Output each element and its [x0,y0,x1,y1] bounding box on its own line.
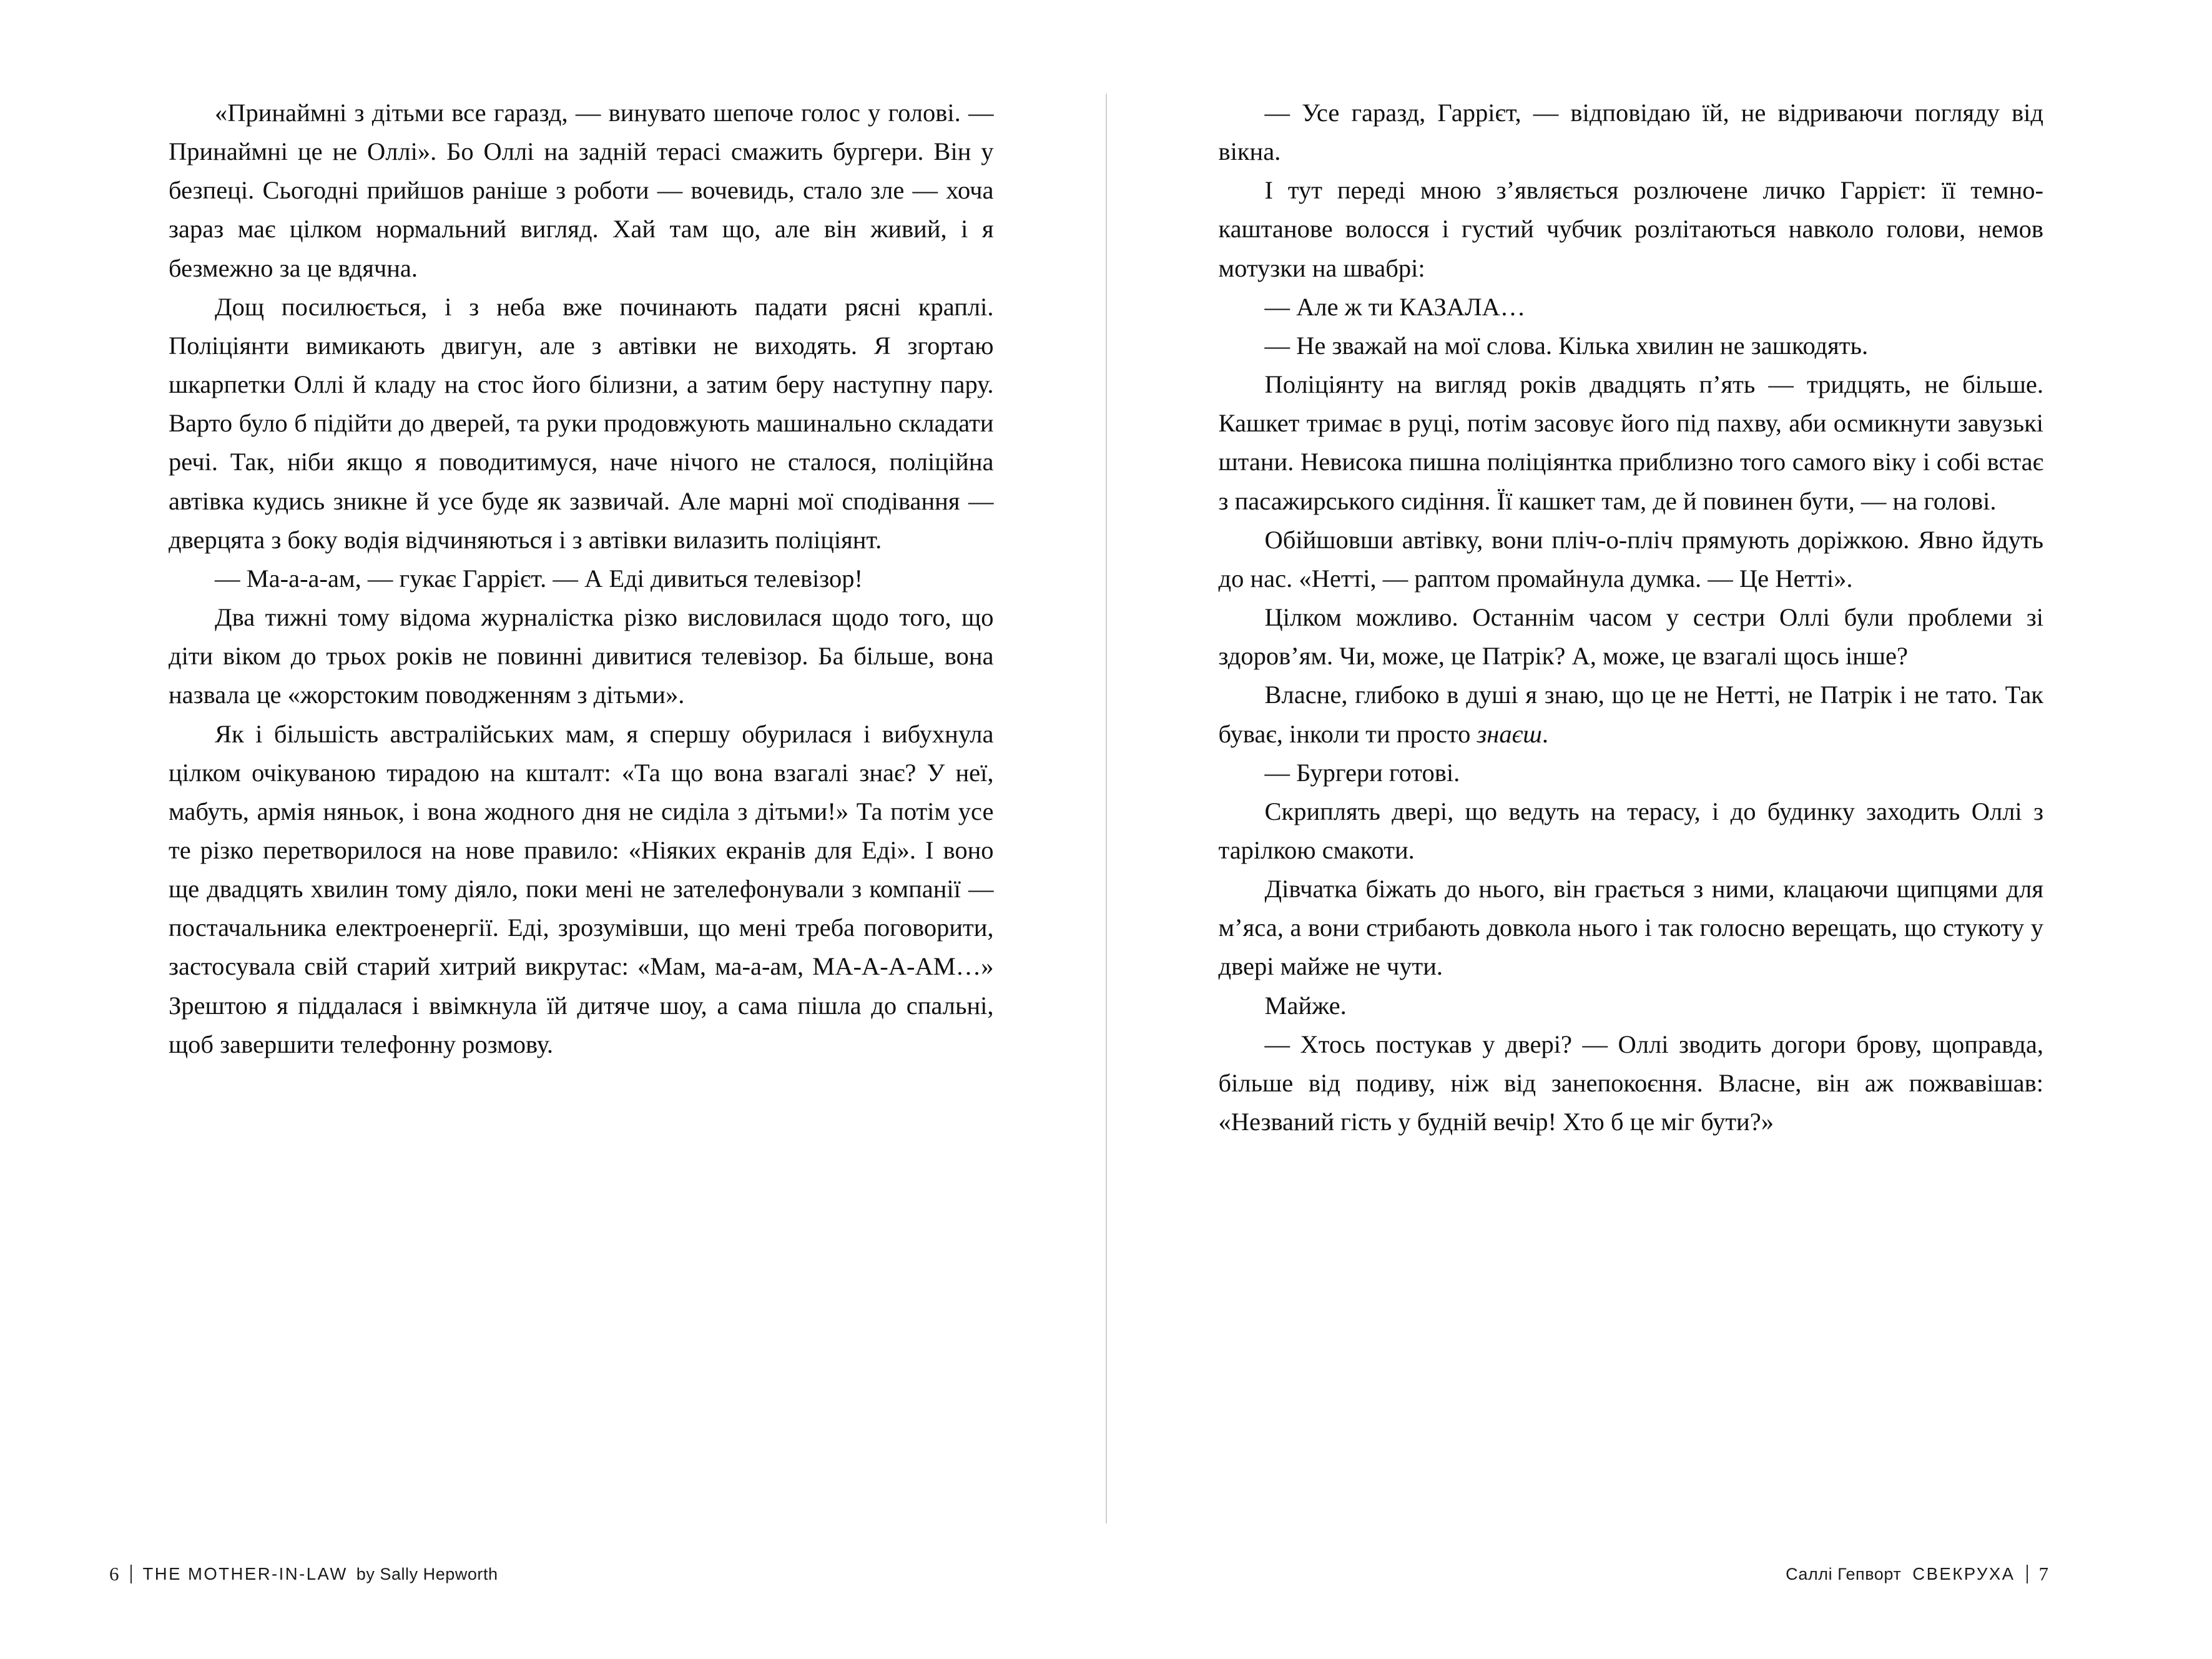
running-head-title: THE MOTHER-IN-LAW [142,1564,348,1583]
paragraph: — Не зважай на мої слова. Кілька хвилин не зашкодять. [1264,331,1869,360]
paragraph: Цілком можливо. Останнім часом у сестри Оллі були проблеми зі здоров’ям. Чи, може, це Патрік? А, може, це взагалі щось інше? [1218,603,2043,671]
paragraph: Два тижні тому відома журналістка різко висловилася щодо того, що діти віком до трьох років не повинні дивитися телевізор. Ба більше, вона назвала це «жорстоким поводженням з дітьми». [169,603,994,709]
footer-separator [130,1565,132,1583]
paragraph: — Усе гаразд, Гаррієт, — відповідаю їй, не відриваючи погляду від вікна. [1218,99,2043,166]
paragraph: Обійшовши автівку, вони пліч-о-пліч прямують доріжкою. Явно йдуть до нас. «Нетті, — раптом промайнула думка. — Це Нетті». [1218,525,2043,593]
paragraph: — Але ж ти КАЗАЛА… [1264,292,1526,321]
running-head-byline: by Sally Hepworth [356,1564,498,1583]
right-page-textblock [1219,94,2044,1141]
paragraph: — Бургери готові. [1264,758,1460,787]
paragraph-text: Власне, глибоко в душі я знаю, що це не Нетті, не Патрік і не тато. Так буває, інколи ти просто знаєш. [1218,681,2043,748]
running-head-title: СВЕКРУХА [1912,1564,2015,1583]
paragraph: Як і більшість австралійських мам, я спершу обурилася і вибухнула цілком очікуваною тирадою на кшталт: «Та що вона взагалі знає? У неї, мабуть, армія няньок, і вона жодного дня не сиділа з дітьми!» Та потім усе те різко перетворилося на нове правило: «Ніяких екранів для Еді». І воно ще двадцять хвилин тому діяло, поки мені не зателефонували з компанії — постачальника електроенергії. Еді, зрозумівши, що мені треба поговорити, застосувала свій старий хитрий викрутас: «Мам, ма-а-ам, МА-А-А-АМ…» Зрештою я піддалася і ввімкнула їй дитяче шоу, а сама пішла до спальні, щоб завершити телефонну розмову. [169,719,994,1058]
running-head-author: Саллі Гепворт [1786,1564,1902,1583]
paragraph: Поліціянту на вигляд років двадцять п’ять — тридцять, не більше. Кашкет тримає в руці, потім засовує його під пахву, аби осмикнути завузькі штани. Невисока пишна поліціянтка приблизно того самого віку і собі встає з пасажирського сидіння. Її кашкет там, де й повинен бути, — на голові. [1218,370,2043,515]
right-page [1106,0,2212,1659]
left-page-textblock [169,94,994,1064]
paragraph: Майже. [1264,991,1347,1020]
paragraph: «Принаймні з дітьми все гаразд, — винувато шепоче голос у голові. — Принаймні це не Оллі». Бо Оллі на задній терасі смажить бургери. Він у безпеці. Сьогодні прийшов раніше з роботи — вочевидь, стало зле — хоча зараз має цілком нормальний вигляд. Хай там що, але він живий, і я безмежно за це вдячна. [169,99,994,282]
paragraph: Дощ посилюється, і з неба вже починають падати рясні краплі. Поліціянти вимикають двигун, але з автівки не виходять. Я згортаю шкарпетки Оллі й кладу на стос його білизни, а затим беру наступну пару. Варто було б підійти до дверей, та руки продовжують машинально складати речі. Так, ніби якщо я поводитимуся, наче нічого не сталося, поліційна автівка кудись зникне й усе буде як зазвичай. Але марні мої сподівання — дверцята з боку водія відчиняються і з автівки вилазить поліціянт. [169,292,994,554]
paragraph: — Хтось постукав у двері? — Оллі зводить догори брову, щоправда, більше від подиву, ніж від занепокоєння. Власне, він аж пожвавішав: «Незваний гість у будній вечір! Хто б це міг бути?» [1218,1030,2043,1136]
paragraph-with-emphasis [1219,676,2044,753]
right-page-footer [1786,1563,2048,1585]
emphasized-word: знаєш [1477,719,1542,748]
footer-separator [2027,1565,2028,1583]
left-page-footer [109,1563,498,1585]
paragraph: Дівчатка біжать до нього, він грається з ними, клацаючи щипцями для м’яса, а вони стрибають довкола нього і так голосно верещать, що стукоту у двері майже не чути. [1218,875,2043,981]
paragraph: — Ма-а-а-ам, — гукає Гаррієт. — А Еді дивиться телевізор! [215,564,863,593]
paragraph: І тут переді мною з’являється розлючене личко Гаррієт: її темно-каштанове волосся і густий чубчик розлітаються навколо голови, немов мотузки на швабрі: [1218,176,2043,282]
page-number: 6 [109,1563,119,1585]
paragraph: Скриплять двері, що ведуть на терасу, і до будинку заходить Оллі з тарілкою смакоти. [1218,797,2043,864]
page-number: 7 [2038,1563,2048,1585]
